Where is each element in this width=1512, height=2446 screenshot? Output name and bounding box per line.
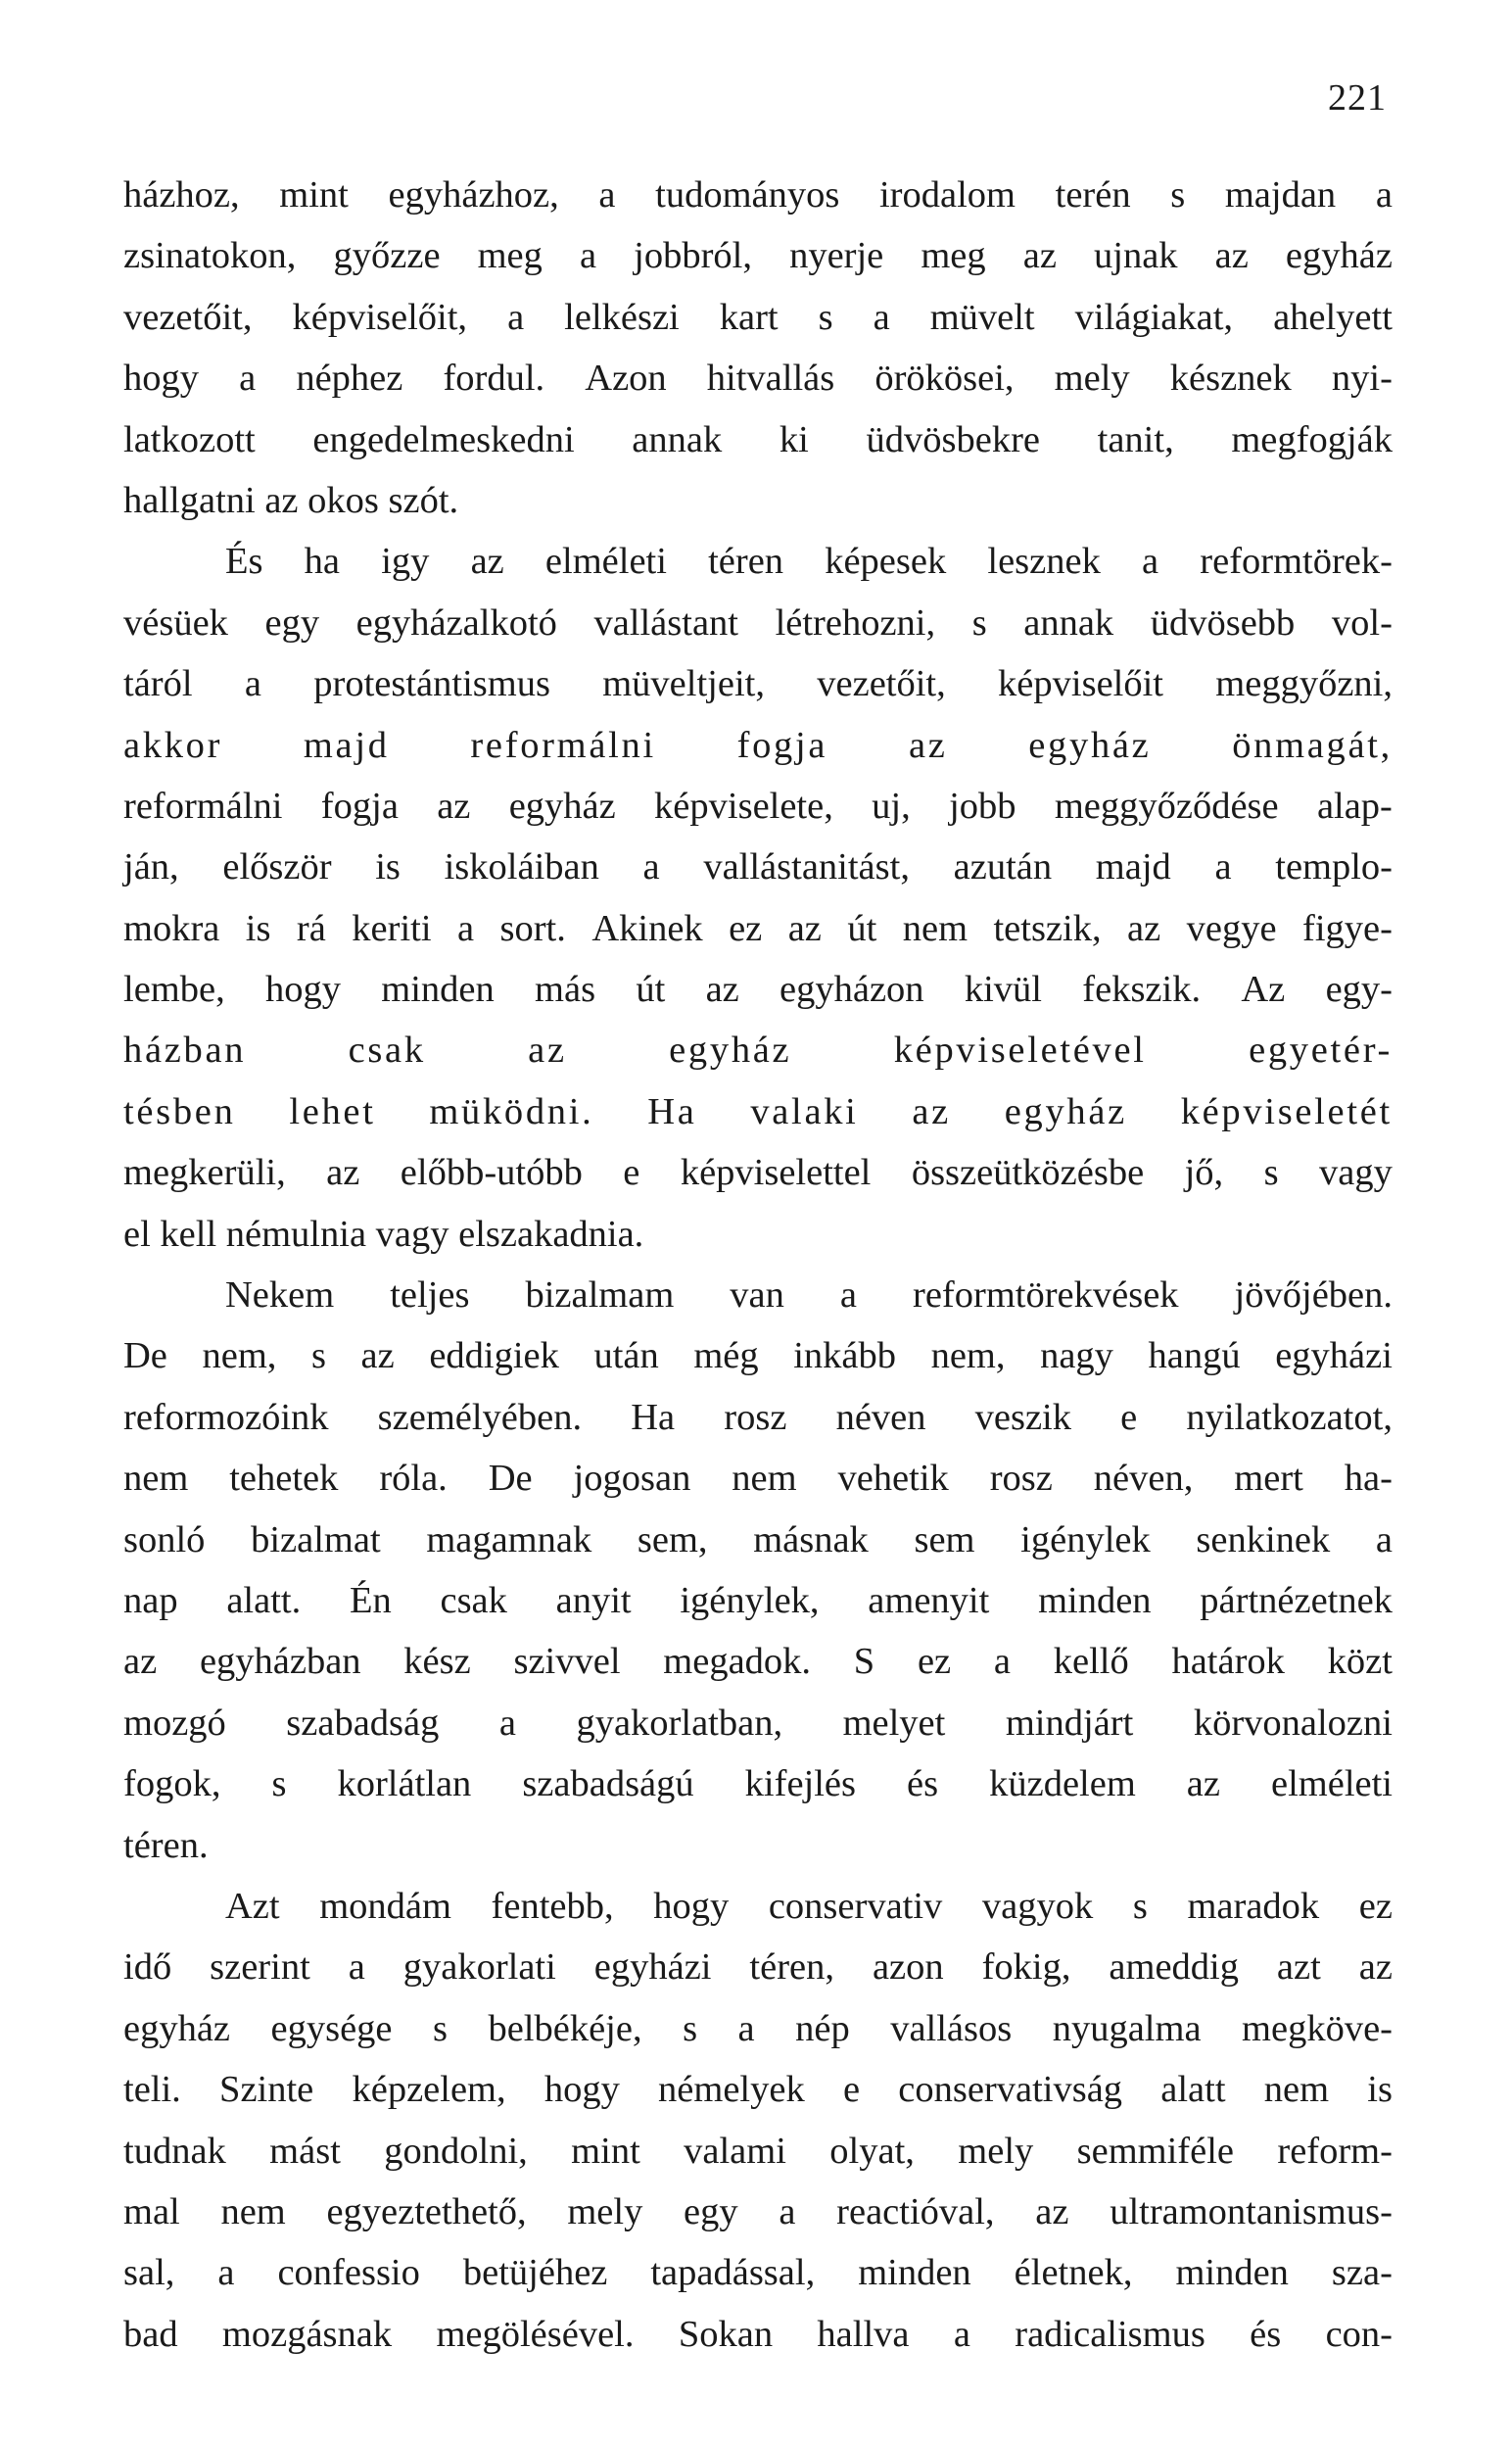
text-line: mal nem egyeztethető, mely egy a reactióval, az ultramontanismus- — [123, 2190, 1393, 2232]
text-line: Azt mondám fentebb, hogy conservativ vagyok s maradok ez — [225, 1885, 1393, 1927]
text-line: ján, először is iskoláiban a vallástanitást, azután majd a templo- — [123, 846, 1393, 888]
text-line: nem tehetek róla. De jogosan nem vehetik rosz néven, mert ha- — [123, 1458, 1393, 1500]
text-line: latkozott engedelmeskedni annak ki üdvösbekre tanit, megfogják — [123, 418, 1393, 460]
text-line: téren. — [123, 1824, 209, 1866]
text-line: lembe, hogy minden más út az egyházon kivül fekszik. Az egy- — [123, 969, 1393, 1011]
text-line: házhoz, mint egyházhoz, a tudományos irodalom terén s majdan a — [123, 174, 1393, 216]
text-line: tésben lehet müködni. Ha valaki az egyház képviseletét — [123, 1090, 1393, 1132]
text-line: reformálni fogja az egyház képviselete, uj, jobb meggyőződése alap- — [123, 785, 1393, 827]
body-text — [123, 165, 1393, 2365]
text-line: idő szerint a gyakorlati egyházi téren, azon fokig, ameddig azt az — [123, 1946, 1393, 1989]
text-line: De nem, s az eddigiek után még inkább nem, nagy hangú egyházi — [123, 1335, 1393, 1377]
text-line: sal, a confessio betüjéhez tapadással, minden életnek, minden sza- — [123, 2252, 1393, 2294]
text-line: házban csak az egyház képviseletével egyetér- — [123, 1030, 1393, 1072]
text-line: bad mozgásnak megölésével. Sokan hallva a radicalismus és con- — [123, 2313, 1393, 2355]
text-line: fogok, s korlátlan szabadságú kifejlés és küzdelem az elméleti — [123, 1763, 1393, 1805]
text-line: vésüek egy egyházalkotó vallástant létrehozni, s annak üdvösebb vol- — [123, 601, 1393, 644]
text-line: Nekem teljes bizalmam van a reformtörekvések jövőjében. — [225, 1274, 1393, 1317]
text-line: teli. Szinte képzelem, hogy némelyek e conservativság alatt nem is — [123, 2069, 1393, 2111]
text-line: megkerüli, az előbb-utóbb e képviselettel összeütközésbe jő, s vagy — [123, 1152, 1393, 1194]
page-number: 221 — [1328, 77, 1387, 119]
text-line: el kell némulnia vagy elszakadnia. — [123, 1213, 644, 1255]
text-line: És ha igy az elméleti téren képesek lesznek a reformtörek- — [225, 541, 1393, 583]
text-line: hogy a néphez fordul. Azon hitvallás örökösei, mely késznek nyi- — [123, 358, 1393, 400]
text-line: egyház egysége s belbékéje, s a nép vallásos nyugalma megköve- — [123, 2007, 1393, 2049]
text-line: mokra is rá keriti a sort. Akinek ez az út nem tetszik, az vegye figye- — [123, 907, 1393, 949]
text-line: mozgó szabadság a gyakorlatban, melyet mindjárt körvonalozni — [123, 1702, 1393, 1744]
text-line: sonló bizalmat magamnak sem, másnak sem igénylek senkinek a — [123, 1518, 1393, 1560]
text-line: reformozóink személyében. Ha rosz néven veszik e nyilatkozatot, — [123, 1396, 1393, 1438]
text-line: nap alatt. Én csak anyit igénylek, amenyit minden pártnézetnek — [123, 1579, 1393, 1621]
text-line: hallgatni az okos szót. — [123, 479, 459, 521]
text-line: akkor majd reformálni fogja az egyház önmagát, — [123, 724, 1393, 766]
text-line: tudnak mást gondolni, mint valami olyat, mely semmiféle reform- — [123, 2130, 1393, 2172]
text-line: zsinatokon, győzze meg a jobbról, nyerje meg az ujnak az egyház — [123, 235, 1393, 277]
text-line: az egyházban kész szivvel megadok. S ez a kellő határok közt — [123, 1641, 1393, 1683]
text-line: vezetőit, képviselőit, a lelkészi kart s a müvelt világiakat, ahelyett — [123, 296, 1393, 338]
text-line: táról a protestántismus müveltjeit, vezetőit, képviselőit meggyőzni, — [123, 663, 1393, 705]
